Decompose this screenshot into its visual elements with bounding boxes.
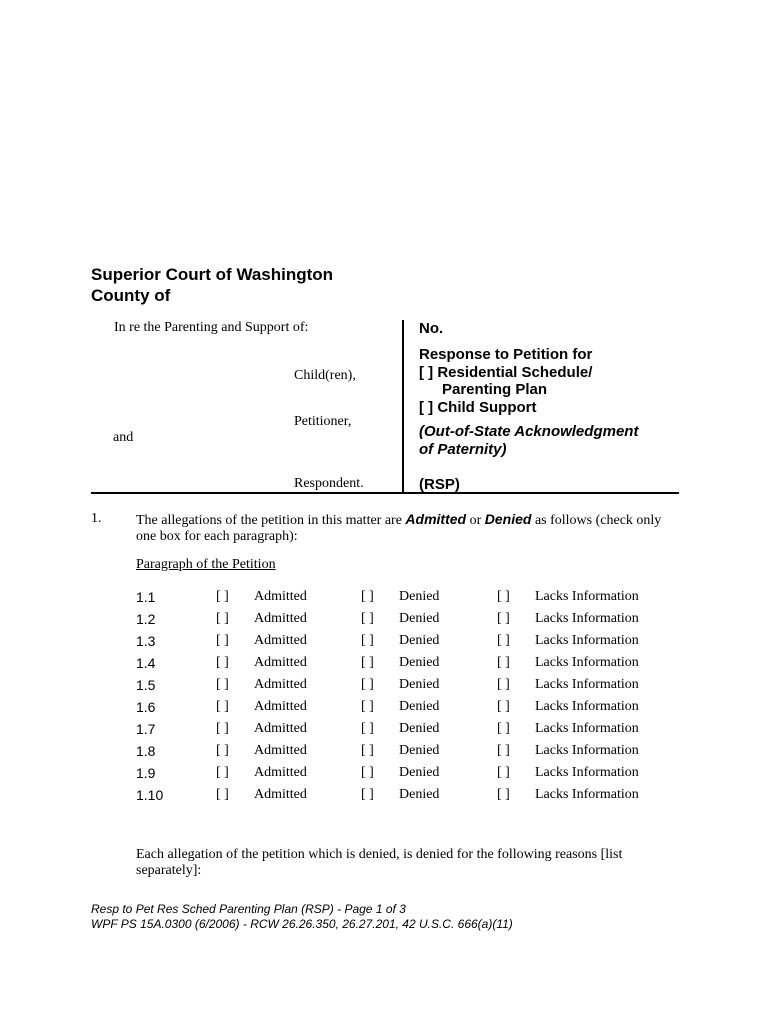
lacks-information-label: Lacks Information xyxy=(535,721,639,736)
respondent-label: Respondent. xyxy=(294,476,364,491)
lacks-information-checkbox[interactable]: [ ] xyxy=(497,655,510,670)
table-row xyxy=(0,699,770,721)
admitted-checkbox[interactable]: [ ] xyxy=(216,699,229,714)
lacks-information-checkbox[interactable]: [ ] xyxy=(497,721,510,736)
admitted-label: Admitted xyxy=(254,611,307,626)
and-label: and xyxy=(113,430,134,445)
form-code: (RSP) xyxy=(419,476,460,493)
title-line: Response to Petition for xyxy=(419,346,593,363)
denied-label: Denied xyxy=(399,765,440,780)
footer-form-reference: WPF PS 15A.0300 (6/2006) - RCW 26.26.350, 26.27.201, 42 U.S.C. 666(a)(11) xyxy=(91,917,513,931)
residential-schedule-option: [ ] Residential Schedule/ xyxy=(419,363,593,381)
lacks-information-label: Lacks Information xyxy=(535,743,639,758)
paragraph-number: 1.7 xyxy=(136,721,156,737)
admitted-label: Admitted xyxy=(254,721,307,736)
paragraph-number: 1.10 xyxy=(136,787,164,803)
paragraph-number: 1.2 xyxy=(136,611,156,627)
denied-checkbox[interactable]: [ ] xyxy=(361,721,374,736)
lacks-information-label: Lacks Information xyxy=(535,699,639,714)
lacks-information-checkbox[interactable]: [ ] xyxy=(497,589,510,604)
children-label: Child(ren), xyxy=(294,368,356,383)
admitted-label: Admitted xyxy=(254,743,307,758)
table-row xyxy=(0,633,770,655)
court-heading xyxy=(91,264,333,306)
paragraph-number: 1.9 xyxy=(136,765,156,781)
admitted-checkbox[interactable]: [ ] xyxy=(216,787,229,802)
denied-label: Denied xyxy=(399,743,440,758)
section-text-part: or xyxy=(466,513,485,528)
admitted-label: Admitted xyxy=(254,765,307,780)
section-text-part: as follows (check only one box for each paragraph): xyxy=(136,513,662,544)
admitted-checkbox[interactable]: [ ] xyxy=(216,743,229,758)
lacks-information-label: Lacks Information xyxy=(535,589,639,604)
lacks-information-checkbox[interactable]: [ ] xyxy=(497,699,510,714)
denied-label: Denied xyxy=(399,677,440,692)
admitted-checkbox[interactable]: [ ] xyxy=(216,589,229,604)
ack-line: (Out-of-State Acknowledgment xyxy=(419,423,639,440)
section-text-part: The allegations of the petition in this matter are xyxy=(136,513,406,528)
paragraph-number: 1.5 xyxy=(136,677,156,693)
lacks-information-checkbox[interactable]: [ ] xyxy=(497,633,510,648)
petitioner-label: Petitioner, xyxy=(294,414,352,429)
table-row xyxy=(0,677,770,699)
lacks-information-label: Lacks Information xyxy=(535,765,639,780)
table-row xyxy=(0,765,770,787)
child-support-option: [ ] Child Support xyxy=(419,398,537,416)
denied-label: Denied xyxy=(399,787,440,802)
section-number: 1. xyxy=(91,511,102,526)
paragraph-number: 1.8 xyxy=(136,743,156,759)
section-text xyxy=(136,511,676,545)
county-label: County of xyxy=(91,286,171,305)
admitted-label: Admitted xyxy=(254,633,307,648)
paragraph-heading: Paragraph of the Petition xyxy=(136,557,276,572)
table-row xyxy=(0,655,770,677)
denied-checkbox[interactable]: [ ] xyxy=(361,743,374,758)
denied-checkbox[interactable]: [ ] xyxy=(361,589,374,604)
lacks-information-checkbox[interactable]: [ ] xyxy=(497,787,510,802)
admitted-checkbox[interactable]: [ ] xyxy=(216,611,229,626)
page-footer xyxy=(91,902,513,932)
denied-checkbox[interactable]: [ ] xyxy=(361,611,374,626)
table-row xyxy=(0,721,770,743)
denied-checkbox[interactable]: [ ] xyxy=(361,787,374,802)
title-line: Parenting Plan xyxy=(442,381,548,398)
lacks-information-label: Lacks Information xyxy=(535,787,639,802)
caption-parties xyxy=(91,318,401,492)
table-row xyxy=(0,787,770,809)
table-row xyxy=(0,589,770,611)
lacks-information-checkbox[interactable]: [ ] xyxy=(497,611,510,626)
denied-checkbox[interactable]: [ ] xyxy=(361,633,374,648)
admitted-label: Admitted xyxy=(254,699,307,714)
denied-checkbox[interactable]: [ ] xyxy=(361,677,374,692)
denied-label: Denied xyxy=(399,655,440,670)
admitted-checkbox[interactable]: [ ] xyxy=(216,677,229,692)
footer-page-info: Resp to Pet Res Sched Parenting Plan (RSP) - Page 1 of 3 xyxy=(91,902,406,916)
table-row xyxy=(0,611,770,633)
denied-checkbox[interactable]: [ ] xyxy=(361,765,374,780)
paragraph-number: 1.6 xyxy=(136,699,156,715)
admitted-checkbox[interactable]: [ ] xyxy=(216,765,229,780)
admitted-label: Admitted xyxy=(254,589,307,604)
admitted-checkbox[interactable]: [ ] xyxy=(216,721,229,736)
court-name: Superior Court of Washington xyxy=(91,265,334,284)
admitted-emphasis: Admitted xyxy=(405,511,467,527)
denied-label: Denied xyxy=(399,611,440,626)
caption-divider-vertical xyxy=(402,320,404,492)
lacks-information-label: Lacks Information xyxy=(535,633,639,648)
admitted-label: Admitted xyxy=(254,655,307,670)
lacks-information-label: Lacks Information xyxy=(535,611,639,626)
table-row xyxy=(0,743,770,765)
lacks-information-checkbox[interactable]: [ ] xyxy=(497,743,510,758)
denied-checkbox[interactable]: [ ] xyxy=(361,699,374,714)
case-number-label: No. xyxy=(419,320,444,337)
admitted-label: Admitted xyxy=(254,677,307,692)
lacks-information-checkbox[interactable]: [ ] xyxy=(497,765,510,780)
lacks-information-label: Lacks Information xyxy=(535,655,639,670)
paragraph-number: 1.3 xyxy=(136,633,156,649)
denied-label: Denied xyxy=(399,633,440,648)
in-re-label: In re the Parenting and Support of: xyxy=(114,320,309,335)
admitted-label: Admitted xyxy=(254,787,307,802)
admitted-checkbox[interactable]: [ ] xyxy=(216,633,229,648)
paragraph-number: 1.1 xyxy=(136,589,156,605)
paragraph-number: 1.4 xyxy=(136,655,156,671)
acknowledgment-subtitle xyxy=(419,423,638,458)
denied-label: Denied xyxy=(399,721,440,736)
lacks-information-label: Lacks Information xyxy=(535,677,639,692)
denied-label: Denied xyxy=(399,699,440,714)
ack-line: of Paternity) xyxy=(419,440,507,458)
denied-emphasis: Denied xyxy=(484,511,532,527)
denied-reasons-text: Each allegation of the petition which is denied, is denied for the following reasons [list separately]: xyxy=(136,847,623,878)
admitted-checkbox[interactable]: [ ] xyxy=(216,655,229,670)
denied-checkbox[interactable]: [ ] xyxy=(361,655,374,670)
denied-label: Denied xyxy=(399,589,440,604)
caption-divider-horizontal xyxy=(91,492,679,494)
document-title xyxy=(419,346,592,416)
lacks-information-checkbox[interactable]: [ ] xyxy=(497,677,510,692)
